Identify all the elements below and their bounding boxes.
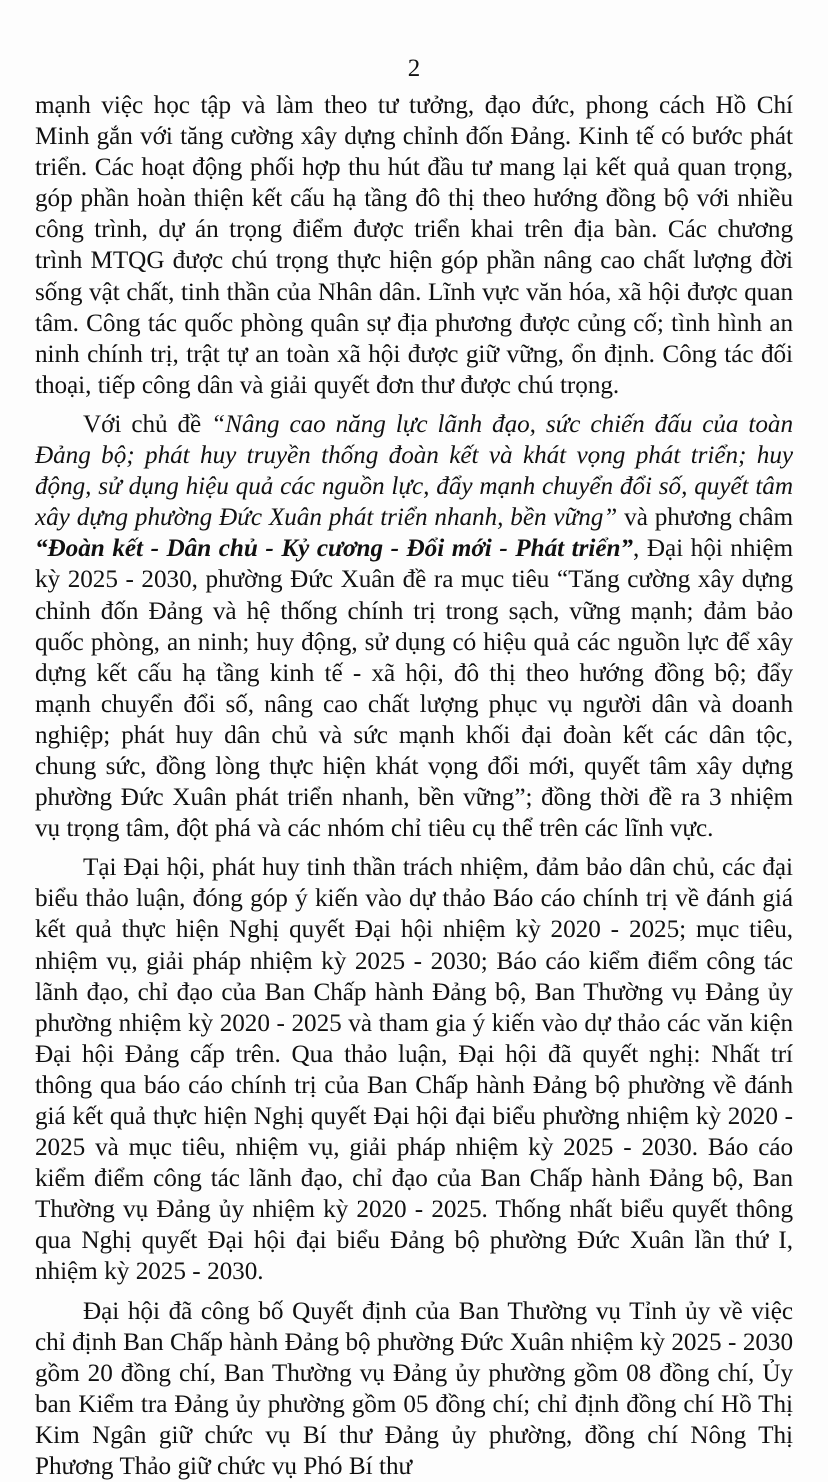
text-run-italic: “Nâng cao năng lực lãnh đạo, sức chiến đấu của toàn Đảng bộ; phát huy truyền thống đoàn kết và khát vọng phát triển; huy động, sử dụng hiệu quả các nguồn lực, đẩy mạnh chuyển đổi số, quyết tâm xây dựng phường Đức Xuân phát triển nhanh, bền vững”	[35, 410, 793, 532]
text-run-regular: Đại hội đã công bố Quyết định của Ban Thường vụ Tỉnh ủy về việc chỉ định Ban Chấp hành Đảng bộ phường Đức Xuân nhiệm kỳ 2025 - 2030 gồm 20 đồng chí, Ban Thường vụ Đảng ủy phường gồm 08 đồng chí, Ủy ban Kiểm tra Đảng ủy phường gồm 05 đồng chí; chỉ định đồng chí Hồ Thị Kim Ngân giữ chức vụ Bí thư Đảng ủy phường, đồng chí Nông Thị Phương Thảo giữ chức vụ Phó Bí thư	[35, 1297, 793, 1481]
page-number: 2	[407, 55, 421, 82]
text-run-regular: , Đại hội nhiệm kỳ 2025 - 2030, phường Đức Xuân đề ra mục tiêu “Tăng cường xây dựng chỉnh đốn Đảng và hệ thống chính trị trong sạch, vững mạnh; đảm bảo quốc phòng, an ninh; huy động, sử dụng có hiệu quả các nguồn lực để xây dựng kết cấu hạ tầng kinh tế - xã hội, đô thị theo hướng đồng bộ; đẩy mạnh chuyển đổi số, nâng cao chất lượng phục vụ người dân và doanh nghiệp; phát huy dân chủ và sức mạnh khối đại đoàn kết các dân tộc, chung sức, đồng lòng thực hiện khát vọng đổi mới, quyết tâm xây dựng phường Đức Xuân phát triển nhanh, bền vững”; đồng thời đề ra 3 nhiệm vụ trọng tâm, đột phá và các nhóm chỉ tiêu cụ thể trên các lĩnh vực.	[35, 535, 793, 843]
text-run-regular: Với chủ đề	[83, 410, 212, 438]
paragraph	[35, 90, 793, 401]
paragraph	[35, 409, 793, 844]
text-run-regular: Tại Đại hội, phát huy tinh thần trách nhiệm, đảm bảo dân chủ, các đại biểu thảo luận, đóng góp ý kiến vào dự thảo Báo cáo chính trị về đánh giá kết quả thực hiện Nghị quyết Đại hội nhiệm kỳ 2020 - 2025; mục tiêu, nhiệm vụ, giải pháp nhiệm kỳ 2025 - 2030; Báo cáo kiểm điểm công tác lãnh đạo, chỉ đạo của Ban Chấp hành Đảng bộ, Ban Thường vụ Đảng ủy phường nhiệm kỳ 2020 - 2025 và tham gia ý kiến vào dự thảo các văn kiện Đại hội Đảng cấp trên. Qua thảo luận, Đại hội đã quyết nghị: Nhất trí thông qua báo cáo chính trị của Ban Chấp hành Đảng bộ phường về đánh giá kết quả thực hiện Nghị quyết Đại hội đại biểu phường nhiệm kỳ 2020 - 2025 và mục tiêu, nhiệm vụ, giải pháp nhiệm kỳ 2025 - 2030. Báo cáo kiểm điểm công tác lãnh đạo, chỉ đạo của Ban Chấp hành Đảng bộ, Ban Thường vụ Đảng ủy nhiệm kỳ 2020 - 2025. Thống nhất biểu quyết thông qua Nghị quyết Đại hội đại biểu Đảng bộ phường Đức Xuân lần thứ I, nhiệm kỳ 2025 - 2030.	[35, 854, 793, 1286]
text-run-regular: mạnh việc học tập và làm theo tư tưởng, đạo đức, phong cách Hồ Chí Minh gắn với tăng cường xây dựng chỉnh đốn Đảng. Kinh tế có bước phát triển. Các hoạt động phối hợp thu hút đầu tư mang lại kết quả quan trọng, góp phần hoàn thiện kết cấu hạ tầng đô thị theo hướng đồng bộ với nhiều công trình, dự án trọng điểm được triển khai trên địa bàn. Các chương trình MTQG được chú trọng thực hiện góp phần nâng cao chất lượng đời sống vật chất, tinh thần của Nhân dân. Lĩnh vực văn hóa, xã hội được quan tâm. Công tác quốc phòng quân sự địa phương được củng cố; tình hình an ninh chính trị, trật tự an toàn xã hội được giữ vững, ổn định. Công tác đối thoại, tiếp công dân và giải quyết đơn thư được chú trọng.	[35, 92, 793, 399]
paragraph	[35, 852, 793, 1287]
text-run-regular: và phương châm	[617, 504, 793, 532]
text-run-bold-italic: “Đoàn kết - Dân chủ - Kỷ cương - Đổi mới - Phát triển”	[35, 535, 633, 563]
paragraph	[35, 1296, 793, 1482]
document-body	[35, 90, 793, 1482]
